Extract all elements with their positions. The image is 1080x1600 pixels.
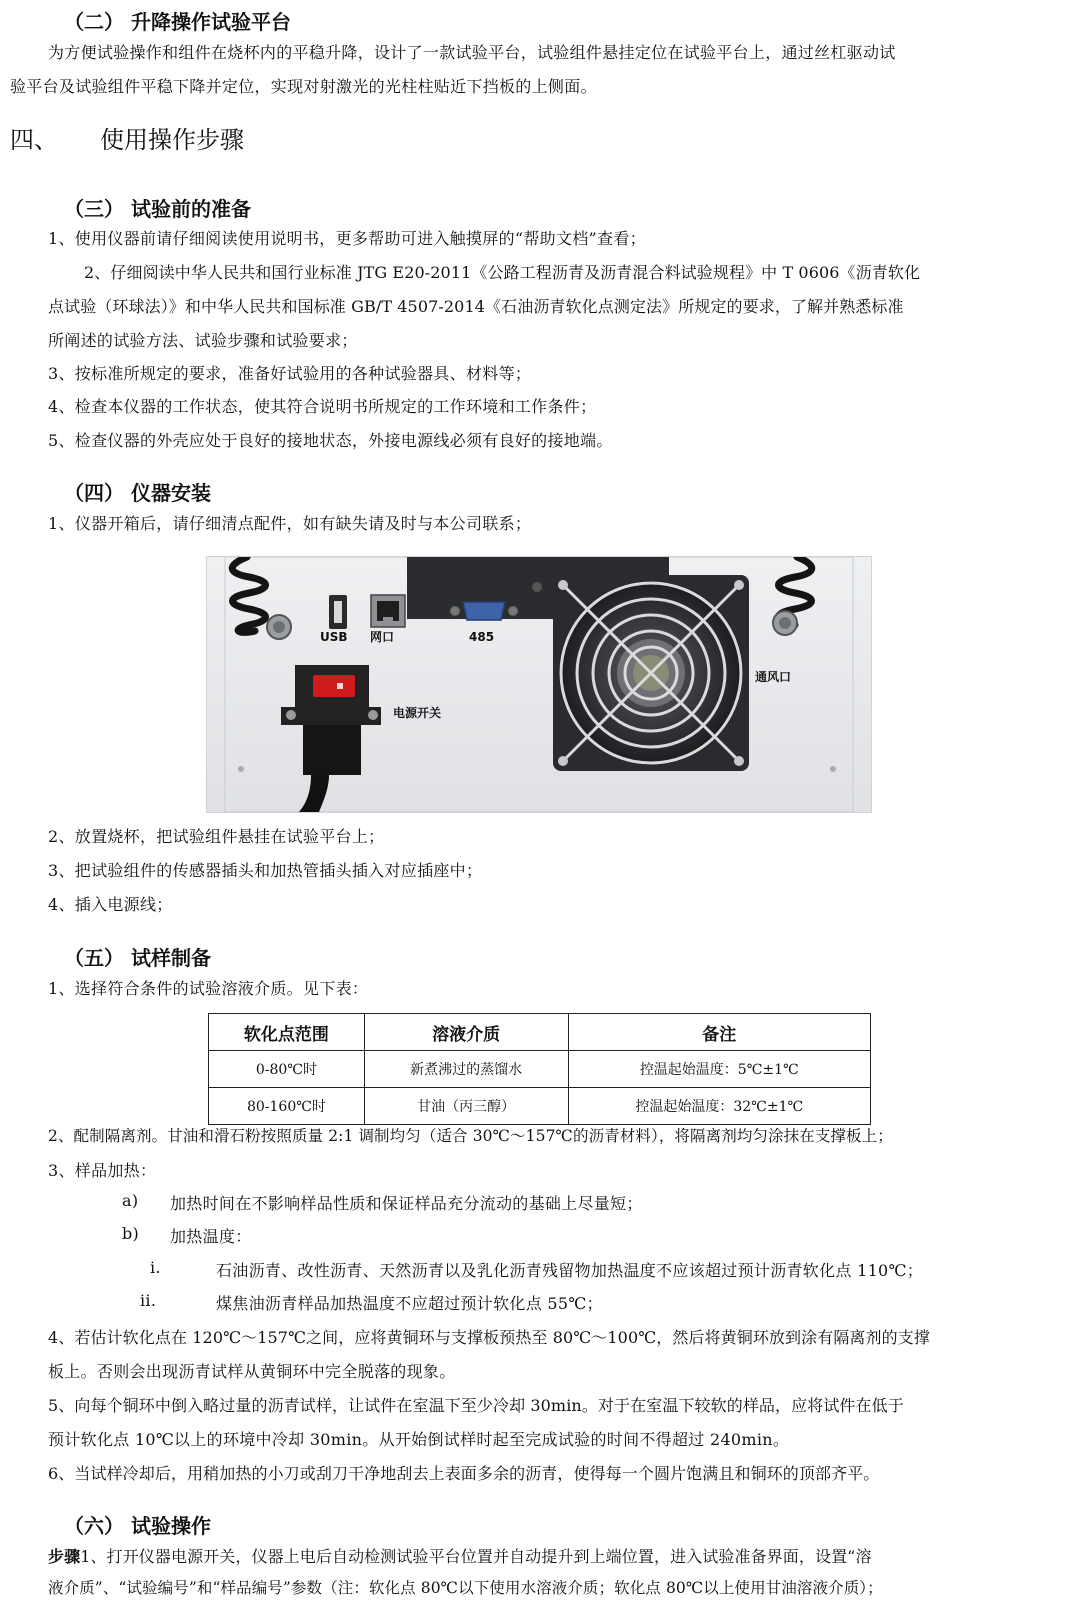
table-header-cell: 备注 <box>568 1014 870 1051</box>
network-port <box>371 595 405 627</box>
table-header-cell: 溶液介质 <box>364 1014 568 1051</box>
section-heading-lift-platform: （二） 升降操作试验平台 <box>64 10 291 34</box>
chapter-number: 四、 <box>10 126 58 154</box>
vent-label: 通风口 <box>755 670 792 684</box>
sub-item-text: 加热时间在不影响样品性质和保证样品充分流动的基础上尽量短； <box>170 1194 643 1213</box>
list-item-continuation: 点试验（环球法）》和中华人民共和国标准 GB/T 4507-2014《石油沥青软化点测定法》所规定的要求，了解并熟悉标准 <box>48 297 904 316</box>
rs485-label: 485 <box>469 630 495 644</box>
left-cable-connector <box>267 615 291 639</box>
list-item: 1、使用仪器前请仔细阅读使用说明书，更多帮助可进入触摸屏的“帮助文档”查看； <box>48 229 646 248</box>
paragraph-line: 验平台及试验组件平稳下降并定位，实现对射激光的光柱柱贴近下挡板的上侧面。 <box>10 77 597 96</box>
table-row <box>209 1088 871 1125</box>
section-heading-sample-prep: （五） 试样制备 <box>64 946 211 970</box>
solution-medium-table <box>208 1013 871 1125</box>
table-cell: 80-160℃时 <box>209 1088 365 1125</box>
table-cell: 0-80℃时 <box>209 1051 365 1088</box>
step-line <box>48 1544 872 1567</box>
sub-sub-item-marker: i. <box>150 1258 161 1277</box>
list-item: 5、检查仪器的外壳应处于良好的接地状态，外接电源线必须有良好的接地端。 <box>48 431 613 450</box>
usb-port <box>329 595 347 629</box>
list-item: 5、向每个铜环中倒入略过量的沥青试样，让试件在室温下至少冷却 30min。对于在室温下较软的样品，应将试件在低于 <box>48 1396 904 1415</box>
usb-label: USB <box>320 630 348 644</box>
table-cell: 控温起始温度：5℃±1℃ <box>568 1051 870 1088</box>
list-item: 4、检查本仪器的工作状态，使其符合说明书所规定的工作环境和工作条件； <box>48 397 597 416</box>
step-text: 1、打开仪器电源开关，仪器上电后自动检测试验平台位置并自动提升到上端位置，进入试验准备界面，设置“溶 <box>80 1547 872 1566</box>
list-item: 2、放置烧杯，把试验组件悬挂在试验平台上； <box>48 827 385 846</box>
table-header-row <box>209 1014 871 1051</box>
table-cell: 新煮沸过的蒸馏水 <box>364 1051 568 1088</box>
table-row <box>209 1051 871 1088</box>
list-item-continuation: 板上。否则会出现沥青试样从黄铜环中完全脱落的现象。 <box>48 1362 456 1381</box>
paragraph-line: 为方便试验操作和组件在烧杯内的平稳升降，设计了一款试验平台，试验组件悬挂定位在试验平台上，通过丝杠驱动试 <box>48 43 896 62</box>
cooling-fan <box>553 575 749 771</box>
list-item: 3、把试验组件的传感器插头和加热管插头插入对应插座中； <box>48 861 483 880</box>
network-port-label: 网口 <box>370 630 395 644</box>
list-item-continuation: 预计软化点 10℃以上的环境中冷却 30min。从开始倒试样时起至完成试验的时间不得超过 240min。 <box>48 1430 790 1449</box>
sub-sub-item-marker: ii. <box>140 1291 157 1310</box>
list-item: 1、仪器开箱后，请仔细清点配件，如有缺失请及时与本公司联系； <box>48 514 532 533</box>
list-item-continuation: 所阐述的试验方法、试验步骤和试验要求； <box>48 331 358 350</box>
sub-item-text: 加热温度： <box>170 1227 252 1246</box>
step-label: 步骤 <box>48 1547 81 1566</box>
power-switch-label: 电源开关 <box>393 706 442 720</box>
list-item: 3、样品加热： <box>48 1161 157 1180</box>
list-item: 4、若估计软化点在 120℃～157℃之间，应将黄铜环与支撑板预热至 80℃～100℃，然后将黄铜环放到涂有隔离剂的支撑 <box>48 1328 930 1347</box>
section-heading-preparation: （三） 试验前的准备 <box>64 197 251 221</box>
list-item: 3、按标准所规定的要求，准备好试验用的各种试验器具、材料等； <box>48 364 532 383</box>
sub-item-marker: b) <box>122 1224 140 1243</box>
list-item: 2、配制隔离剂。甘油和滑石粉按照质量 2:1 调制均匀（适合 30℃～157℃的沥青材料），将隔离剂均匀涂抹在支撑板上； <box>48 1127 893 1145</box>
step-line-continuation: 液介质”、“试验编号”和“样品编号”参数（注：软化点 80℃以下使用水溶液介质；软化点 80℃以上使用甘油溶液介质）； <box>48 1579 883 1597</box>
sub-sub-item-text: 石油沥青、改性沥青、天然沥青以及乳化沥青残留物加热温度不应该超过预计沥青软化点 110℃； <box>216 1261 924 1280</box>
section-heading-operation: （六） 试验操作 <box>64 1514 211 1538</box>
right-cable-connector <box>773 611 797 635</box>
list-item: 2、仔细阅读中华人民共和国行业标准 JTG E20-2011《公路工程沥青及沥青混合料试验规程》中 T 0606《沥青软化 <box>84 263 921 282</box>
chapter-title: 使用操作步骤 <box>100 126 244 154</box>
list-item: 6、当试样冷却后，用稍加热的小刀或刮刀干净地刮去上表面多余的沥青，使得每一个圆片饱满且和铜环的顶部齐平。 <box>48 1464 880 1483</box>
instrument-rear-panel-photo <box>206 556 872 813</box>
table-header-cell: 软化点范围 <box>209 1014 365 1051</box>
table-cell: 控温起始温度：32℃±1℃ <box>568 1088 870 1125</box>
table-cell: 甘油（丙三醇） <box>364 1088 568 1125</box>
list-item: 1、选择符合条件的试验溶液介质。见下表： <box>48 979 369 998</box>
sub-item-marker: a) <box>122 1191 139 1210</box>
section-heading-installation: （四） 仪器安装 <box>64 481 211 505</box>
sub-sub-item-text: 煤焦油沥青样品加热温度不应超过预计软化点 55℃； <box>216 1294 603 1313</box>
list-item: 4、插入电源线； <box>48 895 173 914</box>
